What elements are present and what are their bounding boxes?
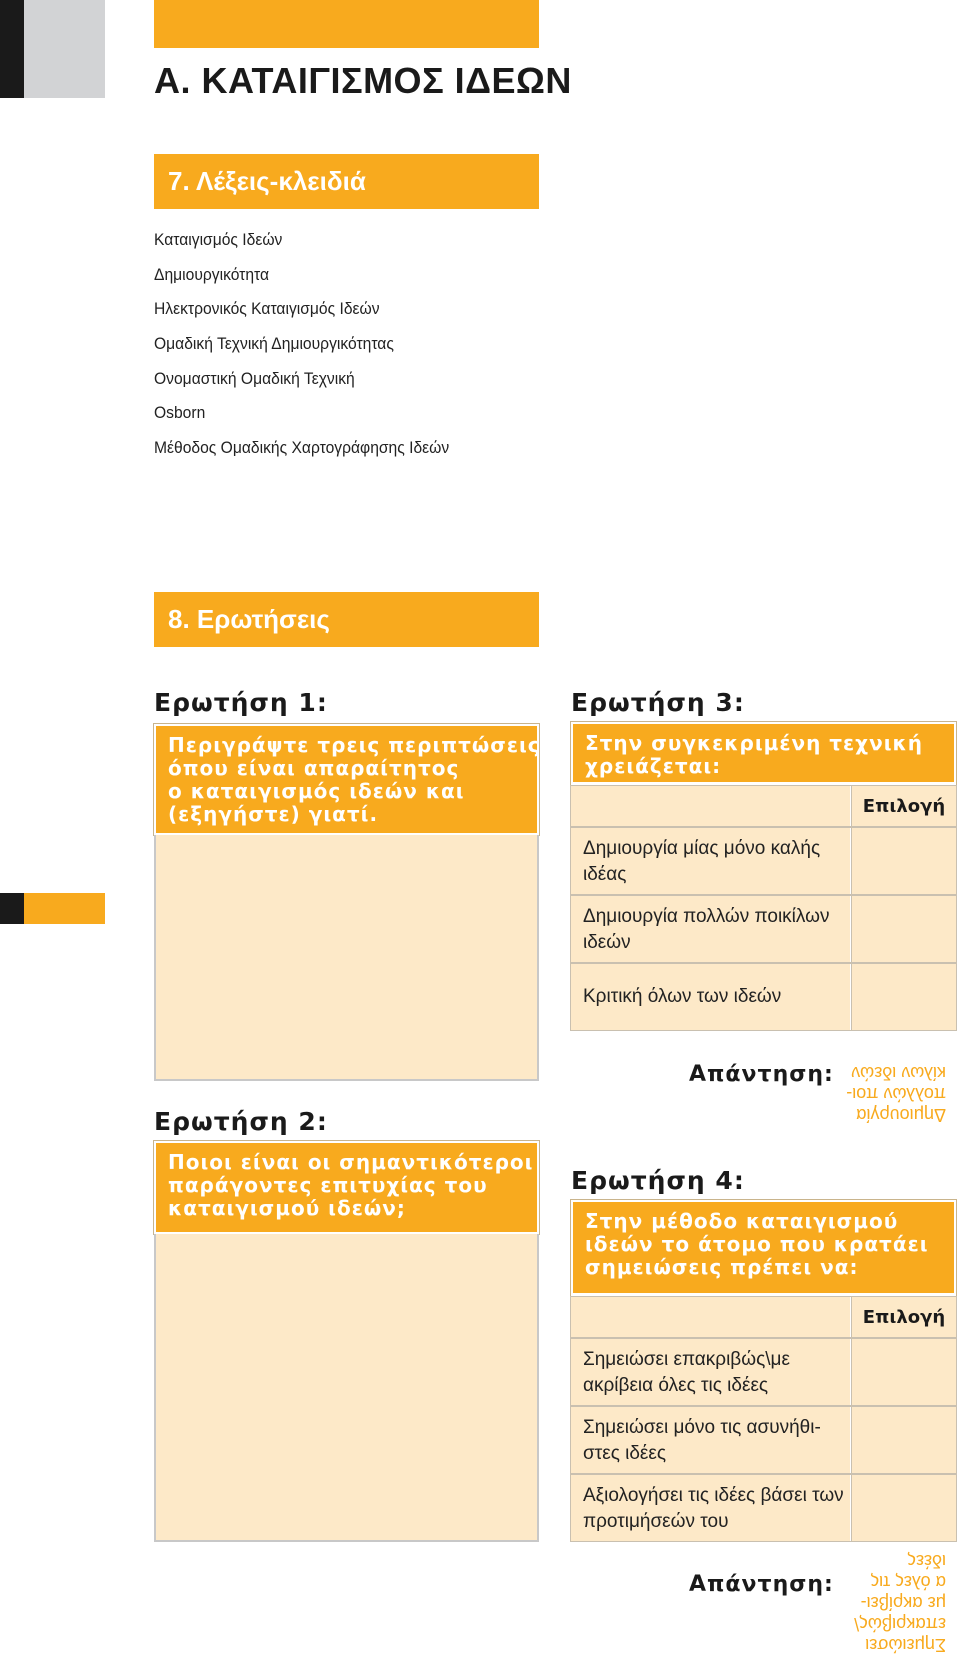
answer-line: ιδέες xyxy=(907,1551,946,1571)
option-choice-cell[interactable] xyxy=(852,1339,956,1405)
option-row xyxy=(571,894,956,962)
option-text: Δημιουργία πολλών ποικίλων ιδεών xyxy=(571,896,852,962)
question-2-heading: Ερωτήση 2: xyxy=(154,1107,328,1136)
keyword-item: Ομαδική Τεχνική Δημιουργικότητας xyxy=(154,334,394,354)
prompt-line: (εξηγήστε) γιατί. xyxy=(168,802,379,826)
keyword-item: Μέθοδος Ομαδικής Χαρτογράφησης Ιδεών xyxy=(154,438,450,458)
decor-black-mark-top xyxy=(0,0,24,98)
prompt-line: σημειώσεις πρέπει να: xyxy=(585,1255,859,1279)
option-row xyxy=(571,1405,956,1473)
decor-gray-mark-top xyxy=(24,0,105,98)
option-row xyxy=(571,826,956,894)
question-4-answer-label: Απάντηση: xyxy=(689,1572,834,1597)
keyword-item: Καταιγισμός Ιδεών xyxy=(154,230,283,249)
option-row xyxy=(571,1473,956,1541)
prompt-line: παράγοντες επιτυχίας του xyxy=(168,1173,488,1197)
prompt-line: ο καταιγισμός ιδεών και xyxy=(168,779,465,803)
question-3-options-table xyxy=(571,784,956,1030)
answer-line: κίλων ιδεών xyxy=(851,1063,946,1083)
keyword-list xyxy=(154,226,475,469)
prompt-line: Στην συγκεκριμένη τεχνική xyxy=(585,731,923,755)
prompt-line: Περιγράψτε τρεις περιπτώσεις xyxy=(168,733,541,757)
question-2-prompt xyxy=(154,1141,539,1234)
keyword-item: Δημιουργικότητα xyxy=(154,264,270,284)
prompt-line: Στην μέθοδο καταιγισμού xyxy=(585,1209,899,1233)
answer-line: πολλών ποι- xyxy=(846,1084,946,1104)
option-text: Σημειώσει επακριβώς\με ακρίβεια όλες τις ιδέες xyxy=(571,1339,852,1405)
option-text: Σημειώσει μόνο τις ασυνήθι-στες ιδέες xyxy=(571,1407,852,1473)
decor-orange-mark-middle xyxy=(24,893,105,924)
question-1-answer-area[interactable] xyxy=(154,835,539,1081)
option-choice-cell[interactable] xyxy=(852,964,956,1030)
answer-line: α όλες τις xyxy=(870,1572,946,1592)
options-header-blank xyxy=(571,786,852,826)
answer-line: Σημειώσει xyxy=(865,1635,946,1655)
keyword-item: Osborn xyxy=(154,403,206,423)
choice-column-header: Επιλογή xyxy=(852,1297,956,1337)
question-4-options-table xyxy=(571,1295,956,1541)
question-1-heading: Ερωτήση 1: xyxy=(154,688,328,717)
question-1-prompt xyxy=(154,724,539,835)
question-4-inverted-answer xyxy=(846,1550,946,1655)
option-text: Δημιουργία μίας μόνο καλής ιδέας xyxy=(571,828,852,894)
question-4-prompt xyxy=(571,1200,956,1295)
option-text: Αξιολογήσει τις ιδέες βάσει των προτιμήσεών του xyxy=(571,1475,852,1541)
choice-column-header: Επιλογή xyxy=(852,786,956,826)
options-header-row xyxy=(571,784,956,826)
keyword-item: Ηλεκτρονικός Καταιγισμός Ιδεών xyxy=(154,299,380,319)
option-choice-cell[interactable] xyxy=(852,896,956,962)
prompt-line: όπου είναι απαραίτητος xyxy=(168,756,460,780)
options-header-row xyxy=(571,1295,956,1337)
option-choice-cell[interactable] xyxy=(852,828,956,894)
page-title: Α. ΚΑΤΑΙΓΙΣΜΟΣ ΙΔΕΩΝ xyxy=(154,60,572,101)
options-header-blank xyxy=(571,1297,852,1337)
option-choice-cell[interactable] xyxy=(852,1407,956,1473)
question-4-heading: Ερωτήση 4: xyxy=(571,1166,745,1195)
question-3-heading: Ερωτήση 3: xyxy=(571,688,745,717)
option-text: Κριτική όλων των ιδεών xyxy=(571,964,852,1030)
section-7-title: 7. Λέξεις-κλειδιά xyxy=(154,154,539,209)
question-3-prompt xyxy=(571,722,956,784)
prompt-line: χρειάζεται: xyxy=(585,754,722,778)
question-3-inverted-answer xyxy=(836,1062,946,1125)
option-row xyxy=(571,1337,956,1405)
prompt-line: ιδεών το άτομο που κρατάει xyxy=(585,1232,929,1256)
decor-black-mark-middle xyxy=(0,893,24,924)
answer-line: με ακρίβει- xyxy=(860,1593,946,1613)
section-8-title: 8. Ερωτήσεις xyxy=(154,592,539,647)
prompt-line: Ποιοι είναι οι σημαντικότεροι xyxy=(168,1150,534,1174)
option-choice-cell[interactable] xyxy=(852,1475,956,1541)
header-accent-bar xyxy=(154,0,539,48)
keyword-item: Ονομαστική Ομαδική Τεχνική xyxy=(154,368,355,388)
answer-line: Δημιουργία xyxy=(856,1105,946,1125)
question-2-answer-area[interactable] xyxy=(154,1234,539,1542)
prompt-line: καταιγισμού ιδεών; xyxy=(168,1196,406,1220)
question-3-answer-label: Απάντηση: xyxy=(689,1062,834,1087)
option-row xyxy=(571,962,956,1030)
answer-line: επακριβώς\ xyxy=(854,1614,946,1634)
